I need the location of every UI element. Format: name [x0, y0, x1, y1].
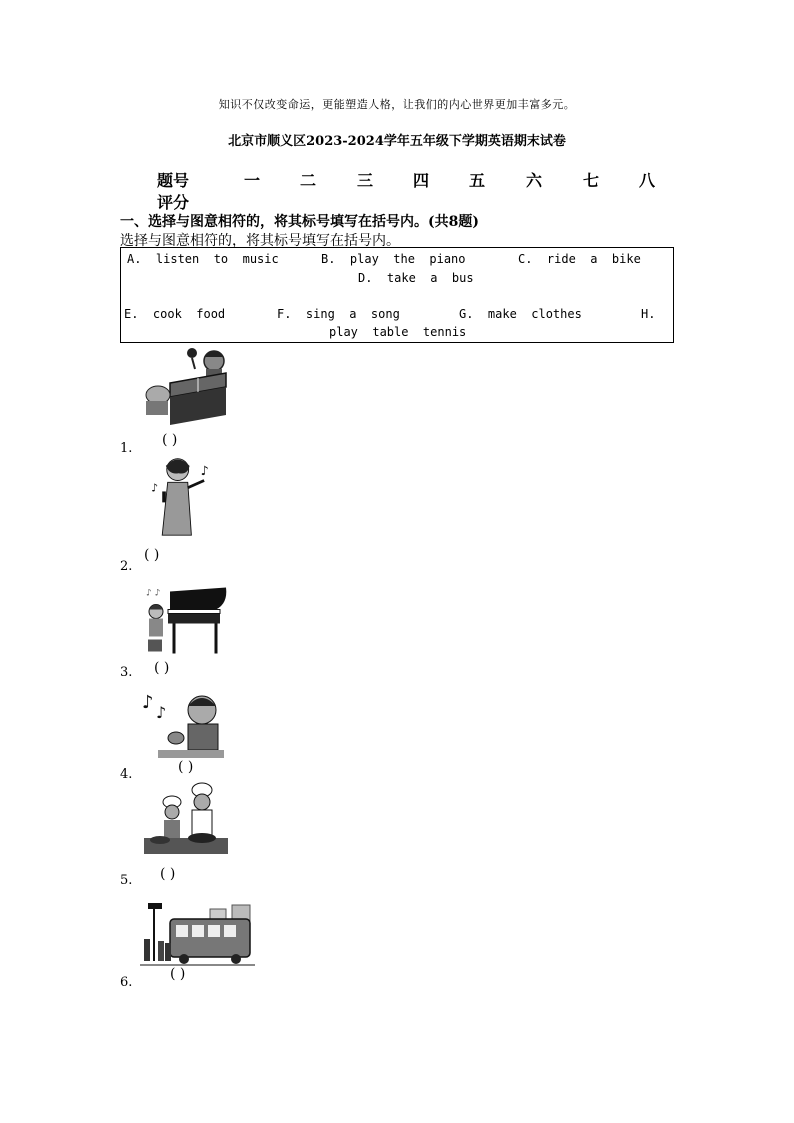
- svg-text:♪: ♪: [156, 703, 167, 722]
- option-d: D. take a bus: [358, 271, 474, 285]
- answer-bracket-5[interactable]: ( ): [160, 866, 176, 882]
- score-col-3: 三: [357, 171, 374, 190]
- section-heading: 一、选择与图意相符的，将其标号填写在括号内。(共8题): [120, 214, 479, 230]
- svg-text:♪: ♪: [151, 481, 159, 495]
- option-b: B. play the piano: [321, 252, 466, 266]
- option-f: F. sing a song: [277, 307, 400, 321]
- question-number-3: 3.: [120, 665, 133, 680]
- page-title: 北京市顺义区2023-2024学年五年级下学期英语期末试卷: [228, 134, 566, 149]
- question-number-5: 5.: [120, 873, 133, 888]
- score-row-label: 评分: [157, 193, 190, 212]
- svg-text:♪: ♪: [200, 464, 209, 480]
- score-col-5: 五: [469, 171, 486, 190]
- score-col-2: 二: [300, 171, 317, 190]
- score-table-label: 题号: [157, 171, 190, 190]
- score-col-7: 七: [583, 171, 600, 190]
- answer-bracket-1[interactable]: ( ): [162, 432, 178, 448]
- question-number-1: 1.: [120, 441, 133, 456]
- option-h-text: play table tennis: [329, 325, 467, 339]
- score-col-1: 一: [244, 171, 261, 190]
- score-col-6: 六: [526, 171, 543, 190]
- question-number-6: 6.: [120, 975, 133, 990]
- svg-text:♪: ♪: [142, 692, 154, 713]
- answer-bracket-2[interactable]: ( ): [144, 547, 160, 563]
- answer-bracket-4[interactable]: ( ): [178, 759, 194, 775]
- cooking-picture: [140, 780, 230, 862]
- answer-bracket-3[interactable]: ( ): [154, 660, 170, 676]
- option-h: H.: [641, 307, 656, 321]
- option-c: C. ride a bike: [518, 252, 641, 266]
- table-tennis-picture: [140, 345, 230, 427]
- singing-woman-picture: [140, 455, 230, 537]
- boy-music-picture: [140, 683, 230, 765]
- score-table: [157, 168, 677, 192]
- options-box: [120, 247, 674, 343]
- score-col-4: 四: [413, 171, 430, 190]
- header-motto: 知识不仅改变命运，更能塑造人格，让我们的内心世界更加丰富多元。: [218, 98, 576, 111]
- answer-bracket-6[interactable]: ( ): [170, 966, 186, 982]
- question-number-4: 4.: [120, 767, 133, 782]
- option-a: A. listen to music: [127, 252, 279, 266]
- score-col-8: 八: [639, 171, 656, 190]
- option-g: G. make clothes: [459, 307, 582, 321]
- section-instruction: 选择与图意相符的，将其标号填写在括号内。: [120, 233, 400, 249]
- girl-piano-picture: [140, 580, 230, 662]
- option-e: E. cook food: [124, 307, 226, 321]
- bus-stop-picture: [140, 893, 255, 975]
- svg-text:♪ ♪: ♪ ♪: [146, 588, 161, 599]
- question-number-2: 2.: [120, 559, 133, 574]
